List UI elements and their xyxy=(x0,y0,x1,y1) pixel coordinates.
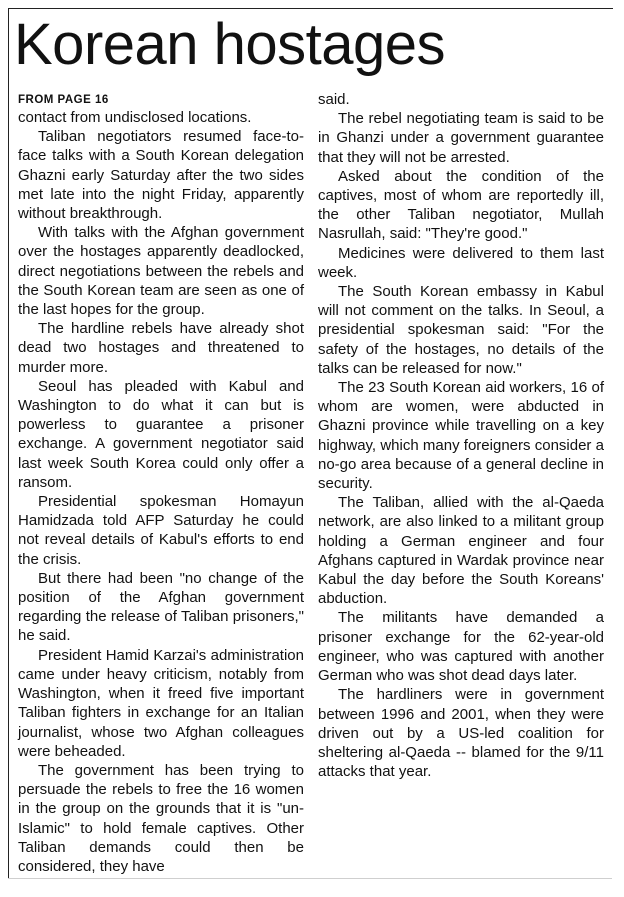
paragraph: But there had been "no change of the position of the Afghan government regarding the release of Taliban prisoners," he said. xyxy=(18,569,304,645)
column-right xyxy=(318,90,604,876)
paragraph: Asked about the condition of the captives, most of whom are reportedly ill, the other Taliban negotiator, Mullah Nasrullah, said: "They're good." xyxy=(318,167,604,243)
paragraph: contact from undisclosed locations. xyxy=(18,109,252,126)
headline: Korean hostages xyxy=(14,12,446,77)
paragraph: Taliban negotiators resumed face-to-face talks with a South Korean delegation Ghazni early Saturday after the two sides met late into the night Friday, apparently without breakthrough. xyxy=(18,128,304,223)
paragraph: The rebel negotiating team is said to be in Ghanzi under a government guarantee that they will not be arrested. xyxy=(318,110,604,166)
paragraph: Seoul has pleaded with Kabul and Washington to do what it can but is powerless to guarantee a prisoner exchange. A government negotiator said last week South Korea could only offer a ransom. xyxy=(18,377,304,491)
paragraph: Presidential spokesman Homayun Hamidzada told AFP Saturday he could not reveal details of Kabul's efforts to end the crisis. xyxy=(18,493,304,568)
paragraph: The 23 South Korean aid workers, 16 of whom are women, were abducted in Ghazni province while travelling on a key highway, which many foreigners consider a no-go area because of a general decline in security. xyxy=(318,379,604,493)
paragraph: The South Korean embassy in Kabul will not comment on the talks. In Seoul, a presidential spokesman said: "For the safety of the hostages, no details of the talks can be released for now." xyxy=(318,283,604,377)
paragraph: The hardline rebels have already shot dead two hostages and threatened to murder more. xyxy=(18,320,304,376)
paragraph: The hardliners were in government between 1996 and 2001, when they were driven out by a US-led coalition for sheltering al-Qaeda -- blamed for the 9/11 attacks that year. xyxy=(318,686,604,781)
paragraph: The militants have demanded a prisoner exchange for the 62-year-old engineer, who was captured with another German who was shot dead days later. xyxy=(318,609,604,685)
paragraph: With talks with the Afghan government over the hostages apparently deadlocked, direct negotiations between the rebels and the South Korean team are seen as one of the last hopes for the group. xyxy=(18,224,304,319)
paragraph: Medicines were delivered to them last week. xyxy=(318,244,604,281)
paragraph: President Hamid Karzai's administration came under heavy criticism, notably from Washington, when it freed five important Taliban fighters in exchange for an Italian journalist, whose two Afghan colleagues were beheaded. xyxy=(18,646,304,760)
column-left xyxy=(18,90,304,876)
paragraph: said. xyxy=(318,91,350,108)
continuation-label: FROM PAGE 16 xyxy=(18,94,109,106)
bottom-rule xyxy=(8,878,612,879)
article-body xyxy=(18,90,604,876)
paragraph: The Taliban, allied with the al-Qaeda network, are also linked to a militant group holding a German engineer and four Afghans captured in Wardak province near Kabul the day before the South Koreans' abduction. xyxy=(318,494,604,608)
paragraph: The government has been trying to persuade the rebels to free the 16 women in the group on the grounds that it is "un-Islamic" to hold female captives. Other Taliban demands could then be considered, they have xyxy=(18,761,304,875)
